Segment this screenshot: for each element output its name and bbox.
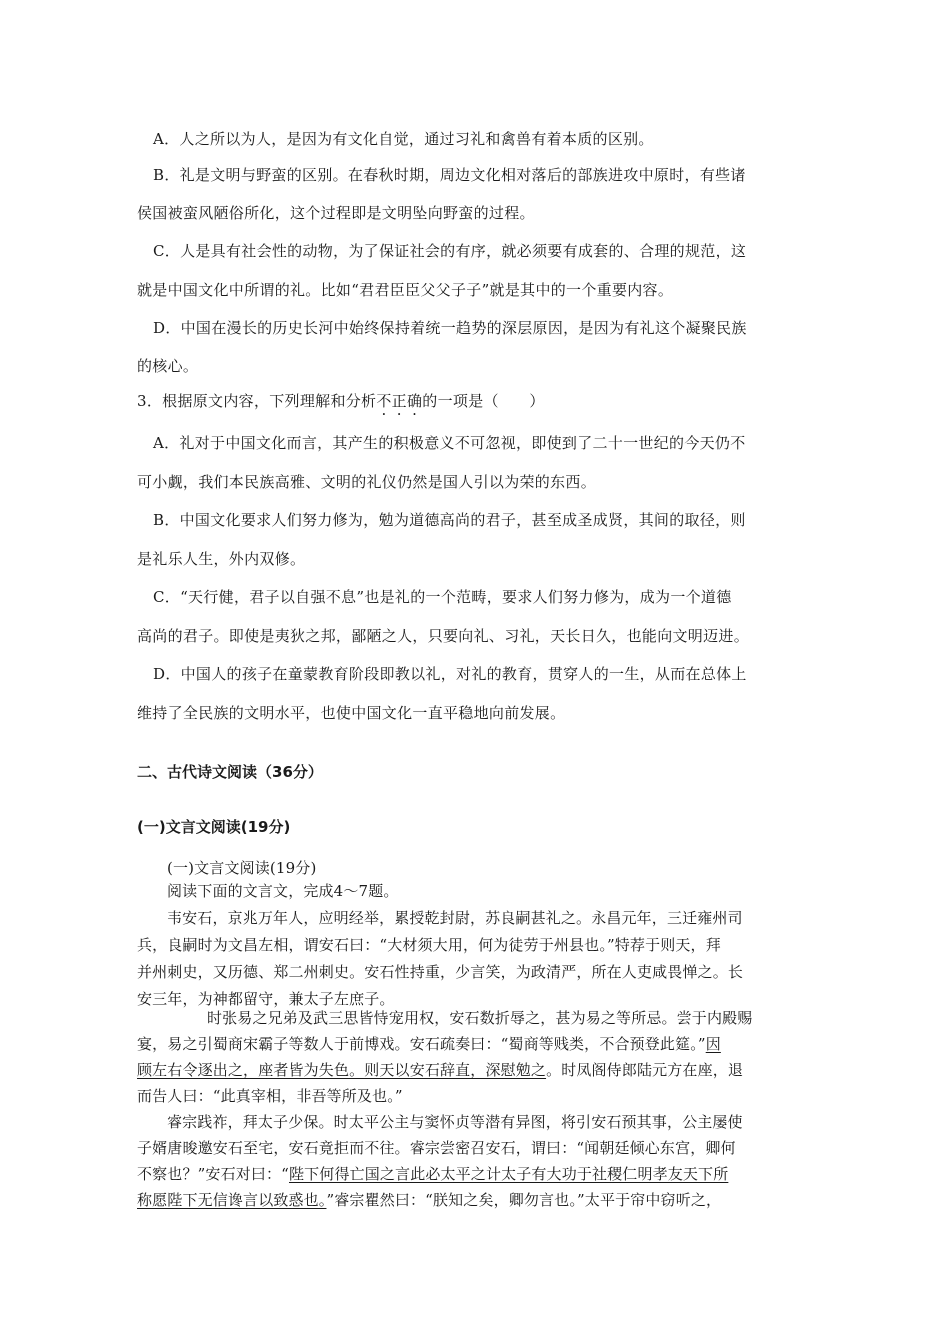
passage-line: 而告人曰：“此真宰相，非吾等所及也。”	[137, 1087, 403, 1105]
emphasis-dot-char: 不	[376, 392, 392, 410]
q3-option-d-line2: 维持了全民族的文明水平，也使中国文化一直平稳地向前发展。	[137, 704, 566, 722]
q3-stem-post: 的一项是（ ）	[422, 392, 545, 410]
passage-line: 韦安石，京兆万年人，应明经举，累授乾封尉，苏良嗣甚礼之。永昌元年，三迁雍州司	[167, 909, 743, 927]
q2-option-c-line2: 就是中国文化中所谓的礼。比如“君君臣臣父父子子”就是其中的一个重要内容。	[137, 281, 674, 299]
underlined-text: 顾左右令逐出之，座者皆为失色。则天以安石辞直，深慰勉之	[137, 1061, 547, 1079]
passage-line	[137, 1189, 721, 1211]
q3-option-c-line1: C．“天行健，君子以自强不息”也是礼的一个范畴，要求人们努力修为，成为一个道德	[153, 588, 732, 606]
q2-option-b-line1: B．礼是文明与野蛮的区别。在春秋时期，周边文化相对落后的部族进攻中原时，有些诸	[153, 166, 746, 184]
passage-line: 安三年，为神都留守，兼太子左庶子。	[137, 990, 395, 1008]
q3-option-a-line1: A．礼对于中国文化而言，其产生的积极意义不可忽视，即使到了二十一世纪的今天仍不	[153, 434, 746, 452]
passage-text: 不察也？”安石对曰：“	[137, 1165, 289, 1183]
passage-line	[137, 1163, 728, 1185]
q3-stem	[137, 391, 545, 411]
passage-line: 阅读下面的文言文，完成4～7题。	[167, 882, 399, 900]
q2-option-c-line1: C．人是具有社会性的动物，为了保证社会的有序，就必须要有成套的、合理的规范，这	[153, 242, 747, 260]
q3-option-b-line2: 是礼乐人生，外内双修。	[137, 550, 306, 568]
passage-line: (一)文言文阅读(19分)	[167, 859, 317, 877]
underlined-text: 因	[705, 1035, 721, 1053]
q3-stem-pre: 3．根据原文内容，下列理解和分析	[137, 392, 377, 410]
q3-option-d-line1: D．中国人的孩子在童蒙教育阶段即教以礼，对礼的教育，贯穿人的一生，从而在总体上	[153, 665, 747, 683]
q3-option-a-line2: 可小觑，我们本民族高雅、文明的礼仪仍然是国人引以为荣的东西。	[137, 473, 597, 491]
section-title: 二、古代诗文阅读（36分）	[137, 763, 323, 781]
q2-option-a: A．人之所以为人，是因为有文化自觉，通过习礼和禽兽有着本质的区别。	[153, 130, 654, 148]
passage-line: 兵，良嗣时为文昌左相，谓安石曰：“大材须大用，何为徒劳于州县也。”特荐于则天，拜	[137, 936, 721, 954]
underlined-text: 称愿陛下无信谗言以致惑也。	[137, 1191, 327, 1209]
passage-text: 。时凤阁侍郎陆元方在座，退	[546, 1061, 744, 1079]
passage-text: 宴，易之引蜀商宋霸子等数人于前博戏。安石疏奏曰：“蜀商等贱类，不合预登此筵。”	[137, 1035, 706, 1053]
passage-line: 时张易之兄弟及武三思皆恃宠用权，安石数折辱之，甚为易之等所忌。尝于内殿赐	[207, 1009, 753, 1027]
q3-option-c-line2: 高尚的君子。即使是夷狄之邦，鄙陋之人，只要向礼、习礼，天长日久，也能向文明迈进。	[137, 627, 750, 645]
passage-text: ”睿宗瞿然曰：“朕知之矣，卿勿言也。”太平于帘中窃听之，	[326, 1191, 722, 1209]
passage-line: 子婿唐晙邀安石至宅，安石竟拒而不往。睿宗尝密召安石，谓曰：“闻朝廷倾心东宫，卿何	[137, 1139, 736, 1157]
passage-line: 并州刺史，又历德、郑二州刺史。安石性持重，少言笑，为政清严，所在人吏咸畏惮之。长	[137, 963, 744, 981]
emphasis-dot-char: 正	[391, 392, 407, 410]
underlined-text: 陛下何得亡国之言此必太平之计太子有大功于社稷仁明孝友天下所	[289, 1165, 729, 1183]
passage-line: 睿宗践祚，拜太子少保。时太平公主与窦怀贞等潜有异图，将引安石预其事，公主屡使	[167, 1113, 743, 1131]
passage-line	[137, 1059, 743, 1081]
q2-option-b-line2: 侯国被蛮风陋俗所化，这个过程即是文明坠向野蛮的过程。	[137, 204, 535, 222]
emphasis-dot-char: 确	[406, 392, 423, 410]
q3-option-b-line1: B．中国文化要求人们努力修为，勉为道德高尚的君子，甚至成圣成贤，其间的取径，则	[153, 511, 746, 529]
passage-line	[137, 1033, 721, 1055]
q2-option-d-line1: D．中国在漫长的历史长河中始终保持着统一趋势的深层原因，是因为有礼这个凝聚民族	[153, 319, 747, 337]
q2-option-d-line2: 的核心。	[137, 357, 199, 375]
subsection-title: (一)文言文阅读(19分)	[137, 818, 291, 836]
